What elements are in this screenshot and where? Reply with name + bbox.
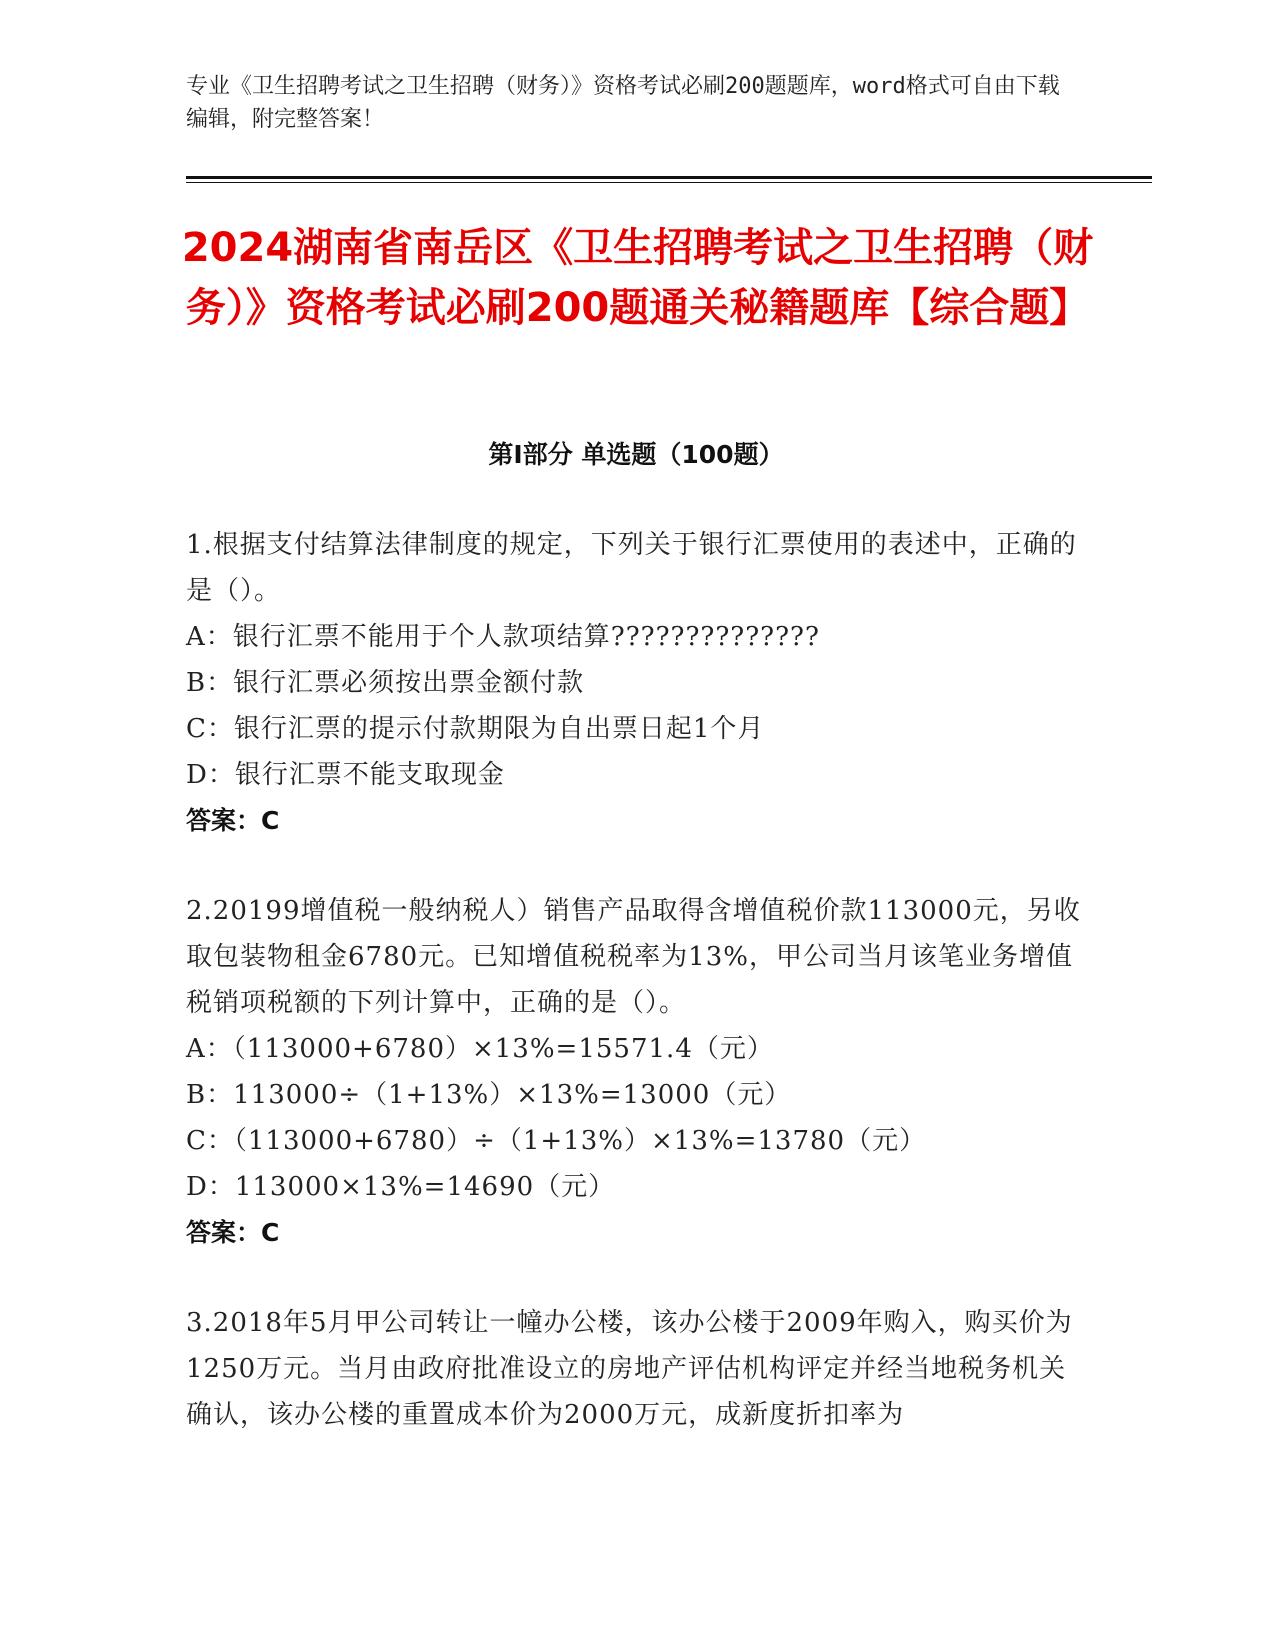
header-divider-thin — [186, 182, 1152, 183]
option-d: D：113000×13%=14690（元） — [186, 1172, 616, 1202]
option-c: C：（113000+6780）÷（1+13%）×13%=13780（元） — [186, 1126, 927, 1156]
answer: 答案：C — [186, 806, 280, 835]
question-1 — [186, 522, 1086, 844]
option-a: A：（113000+6780）×13%=15571.4（元） — [186, 1034, 774, 1064]
option-c: C：银行汇票的提示付款期限为自出票日起1个月 — [186, 714, 765, 744]
header-divider-thick — [186, 176, 1152, 179]
question-gap — [186, 1256, 1086, 1300]
question-2 — [186, 888, 1086, 1256]
option-b: B：113000÷（1+13%）×13%=13000（元） — [186, 1080, 792, 1110]
question-stem: 2.20199增值税一般纳税人）销售产品取得含增值税价款113000元，另收取包装物租金6780元。已知增值税税率为13%，甲公司当月该笔业务增值税销项税额的下列计算中，正确的是（）。 — [186, 896, 1081, 1018]
question-3 — [186, 1300, 1086, 1438]
question-stem: 1.根据支付结算法律制度的规定，下列关于银行汇票使用的表述中，正确的是（）。 — [186, 530, 1077, 606]
option-b: B：银行汇票必须按出票金额付款 — [186, 668, 585, 698]
answer: 答案：C — [186, 1218, 280, 1247]
section-title: 第Ⅰ部分 单选题（100题） — [488, 440, 784, 469]
question-gap — [186, 844, 1086, 888]
question-stem: 3.2018年5月甲公司转让一幢办公楼，该办公楼于2009年购入，购买价为1250万元。当月由政府批准设立的房地产评估机构评定并经当地税务机关确认，该办公楼的重置成本价为2000万元，成新度折扣率为 — [186, 1308, 1073, 1430]
option-d: D：银行汇票不能支取现金 — [186, 760, 505, 790]
question-list — [186, 522, 1086, 1438]
header-note: 专业《卫生招聘考试之卫生招聘（财务）》资格考试必刷200题题库，word格式可自由下载编辑，附完整答案！ — [186, 74, 1060, 132]
document-title: 2024湖南省南岳区《卫生招聘考试之卫生招聘（财务）》资格考试必刷200题通关秘籍题库【综合题】 — [181, 225, 1094, 331]
option-a: A：银行汇票不能用于个人款项结算?????????????? — [186, 622, 820, 652]
